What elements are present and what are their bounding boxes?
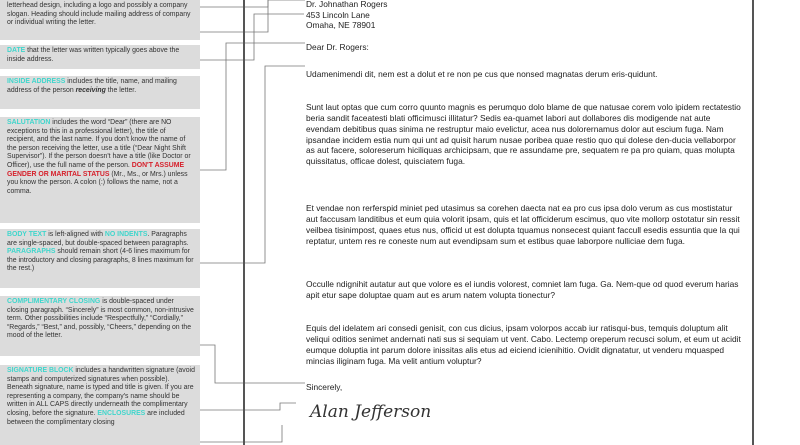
body-paragraph-4: Occulle ndignihit autatur aut que volore es el iundis volorest, comniet lam fuga. Ga. Nem-que od quod everum harias apit etur sape doluptae quam aut es arum natem volupta tionectur?: [306, 279, 739, 301]
note-body-tag2: NO INDENTS: [104, 231, 148, 238]
note-sal-text: includes the word “Dear” (there are NO exceptions to this in a professional letter), the title of recipient, and the last name. If you don't know the name of the person receiving the letter, use a title (“Dear Night Shift Supervisor”). If the person doesn't have a title (like Doctor or Officer), use the full name of the person.: [7, 119, 191, 169]
address-line-city: Omaha, NE 78901: [306, 20, 376, 31]
note-sal-tag: SALUTATION: [7, 119, 51, 126]
note-comp-tag: COMPLIMENTARY CLOSING: [7, 298, 101, 305]
note-body-tag3: PARAGRAPHS: [7, 248, 56, 256]
body-paragraph-1: Udamenimendi dit, nem est a dolut et re non pe cus que nonsed magnatas derum eris-quidunt.: [306, 69, 658, 80]
address-line-street: 453 Lincoln Lane: [306, 9, 370, 20]
body-paragraph-2: Sunt laut optas que cum corro quunto magnis es perumquo dolo blame de que natusae corem volo ipidem rectatestio beria sandit faceatesti blati officimusci illitatur? Sedis ea-quamet labori aut dollabores dis modigende nat aute evendam debitibus quas sinima ne restruptur maio evelictur, acea nus dolorernamus dolor aut escium fuga. Nam ipsandae incidem estia num qui unt ad quisit harum nusae poribea quae restio quo qui dolese den-ducia vellaborpor as aut facere, soloreserum hiciliquas archicipsam, que re assundame pre, sequatem re pa pro quiam, quas molupta quissitatus, officae dolest, quisciatem fuga.: [306, 102, 741, 166]
address-line-name: Dr. Johnathan Rogers: [306, 0, 388, 9]
note-inside-end: the letter.: [105, 86, 137, 94]
note-sal-end: (Mr., Ms., or Mrs.) unless you know the person. A colon (:) follows the name, not a comma.: [7, 170, 188, 195]
note-body-text: [0, 229, 200, 288]
body-paragraph-5: Equis del idelatem ari consedi genisit, con cus dicius, ipsam volorpos accab iur ratisqui-bus, temquis doluptum alit veliqui oditios senimet andernati nati sus si sequiam ut vent. Cabo. Lectemp oreperum recusci solum, et eum ut acidit eumque doluptia int parum dolore inissitas alis etus ad eiciend icienihitio. Ovidit dignatatur, ut venderu mquasped mincias iliginam fuga. Ma velit antium voluptur?: [306, 323, 741, 366]
note-sal-warning: DON'T ASSUME GENDER OR MARITAL STATUS: [7, 161, 185, 178]
inside-address: [306, 0, 387, 31]
note-letterhead-text: letterhead design, including a logo and possibly a company slogan. Heading should include mailing address of company or individual: [7, 2, 191, 27]
note-comp-text: is double-spaced under closing paragraph. “Sincerely” is most common, non-intrusive term. Other possibilities include “Respectfully,” “Cordially,” “Regards,” “Best,” and, possibly, “Cheers,” depending on the mood of the letter.: [7, 298, 194, 340]
note-letterhead-link: writing the letter.: [45, 19, 96, 27]
page-edge-right: [752, 0, 754, 445]
page-edge-left: [243, 0, 245, 445]
note-inside-tag: INSIDE ADDRESS: [7, 78, 66, 85]
note-body-text3: should remain short (4-6 lines maximum for the introductory and closing paragraphs, 8 lines maximum for the rest.): [7, 248, 194, 273]
note-body-text1: is left-aligned with: [46, 231, 105, 238]
note-inside-em: receiving: [75, 86, 106, 94]
note-sig-text: includes a handwritten signature (avoid stamps and computerized signatures when possible). Beneath signature, name is typed and title is given. If you are representing a company, the company's name should be written in ALL CAPS directly underneath the complimentary closing, before the signature.: [7, 367, 195, 417]
note-inside-text: includes the title, name, and mailing address of the person: [7, 78, 177, 94]
complimentary-closing: Sincerely,: [306, 382, 343, 392]
note-date-tag: DATE: [7, 47, 26, 54]
note-body-tag: BODY TEXT: [7, 231, 47, 238]
note-sig-tag2: ENCLOSURES: [97, 409, 146, 417]
note-letterhead: [0, 0, 200, 40]
note-sig-text2: are included between the complimentary closing: [7, 409, 185, 426]
note-signature-block: [0, 365, 200, 445]
note-inside-address: [0, 76, 200, 109]
note-salutation: [0, 117, 200, 223]
note-date: [0, 45, 200, 69]
note-sig-tag: SIGNATURE BLOCK: [7, 367, 74, 374]
note-date-text: that the letter was written typically goes above the inside address.: [7, 47, 180, 63]
note-complimentary-closing: [0, 296, 200, 356]
body-paragraph-3: Et vendae non rerferspid miniet ped utasimus sa corehen daecta nat ea pro cus ipsa dolo verum as cus mostistatur aut faccusam landitibus et eum quia volorit ipsam, quis et lat officiderum escimus, quo vite mollorp ostotatur sin ressit veilbea tisinimpost, quaes etus nus, officid ut est dolupta tquamus nonsecest quiant faccull esedis essuntia que la qui reptatur, untem res re coneste num aut evendipsam sum et estibus quae laborpore nulliciae dem fuga.: [306, 203, 740, 246]
note-body-text2: . Paragraphs are single-spaced, but double-spaced between paragraphs.: [7, 231, 189, 247]
salutation: Dear Dr. Rogers:: [306, 42, 369, 52]
handwritten-signature: Alan Jefferson: [310, 402, 432, 422]
